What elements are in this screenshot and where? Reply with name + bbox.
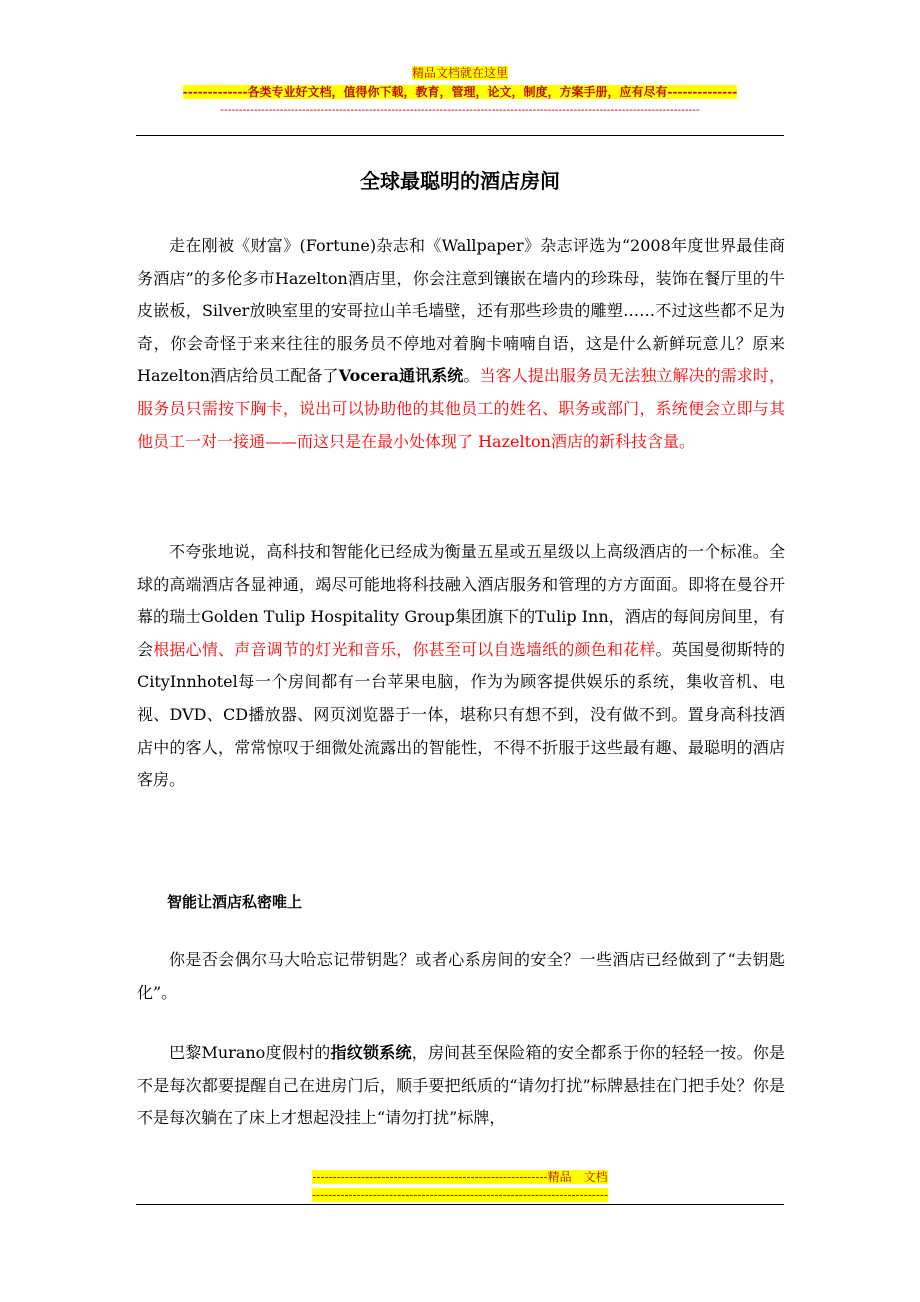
header-banner-tagline-text: -------------各类专业好文档，值得你下载，教育，管理，论文，制度，方案手册，应有尽有-------------- (182, 85, 738, 99)
header-banner-tagline (0, 85, 920, 100)
paragraph-1-text (137, 230, 785, 458)
paragraph-3 (137, 944, 785, 1009)
header-banner-title-text: 精品文档就在这里 (411, 66, 508, 80)
header-dash-line: --------------------------------------------------------------------------------------------------------------------------------- (220, 103, 700, 116)
paragraph-1-bold-vocera: Vocera通讯系统 (338, 366, 464, 386)
paragraph-4-part-c: ，房间甚至保险箱的安全都系于你的轻轻一按。你是不是每次都要提醒自己在进房门后，顺手要把纸质的“请勿打扰”标牌悬挂在门把手处？你是不是每次躺在了床上才想起没挂上“请勿打扰”标牌， (137, 1043, 785, 1128)
paragraph-4 (137, 1037, 785, 1135)
paragraph-1-part-c: 。 (463, 366, 480, 386)
header-rule (136, 135, 784, 136)
paragraph-2 (137, 536, 785, 797)
paragraph-1 (137, 230, 785, 458)
section-heading-container (137, 886, 785, 919)
paragraph-3-text (137, 944, 785, 1009)
footer-banner-line1 (0, 1170, 920, 1185)
paragraph-1-part-a: 走在刚被《财富》(Fortune)杂志和《Wallpaper》杂志评选为“2008年度世界最佳商务酒店”的多伦多市Hazelton酒店里，你会注意到镶嵌在墙内的珍珠母，装饰在餐厅里的牛皮嵌板，Silver放映室里的安哥拉山羊毛墙壁，还有那些珍贵的雕塑……不过这些都不足为奇，你会奇怪于来来往往的服务员不停地对着胸卡喃喃自语，这是什么新鲜玩意儿？原来Hazelton酒店给员工配备了 (137, 236, 785, 386)
paragraph-4-part-a: 巴黎Murano度假村的 (169, 1043, 331, 1062)
header-banner-title (0, 66, 920, 81)
paragraph-2-text (137, 536, 785, 797)
paragraph-2-red-text: 根据心情、声音调节的灯光和音乐，你甚至可以自选墙纸的颜色和花样 (153, 639, 656, 659)
section-heading: 智能让酒店私密唯上 (167, 893, 303, 911)
paragraph-4-text (137, 1037, 785, 1135)
document-title: 全球最聪明的酒店房间 (360, 169, 560, 193)
paragraph-1-red-text: 当客人提出服务员无法独立解决的需求时，服务员只需按下胸卡，说出可以协助他的其他员工的姓名、职务或部门，系统便会立即与其他员工一对一接通——而这只是在最小处体现了 Hazelton酒店的新科技含量。 (137, 366, 785, 451)
footer-banner-line2 (0, 1188, 920, 1203)
paragraph-2-part-c: 。英国曼彻斯特的CityInnhotel每一个房间都有一台苹果电脑，作为为顾客提供娱乐的系统，集收音机、电视、DVD、CD播放器、网页浏览器于一体，堪称只有想不到，没有做不到。置身高科技酒店中的客人，常常惊叹于细微处流露出的智能性，不得不折服于这些最有趣、最聪明的酒店客房。 (137, 639, 785, 790)
paragraph-4-bold-fingerprint: 指纹锁系统 (330, 1043, 412, 1062)
paragraph-2-part-a: 不夸张地说，高科技和智能化已经成为衡量五星或五星级以上高级酒店的一个标准。全球的高端酒店各显神通，竭尽可能地将科技融入酒店服务和管理的方方面面。即将在曼谷开幕的瑞士Golden Tulip Hospitality Group集团旗下的Tulip Inn，酒店的每间房间里，有会 (137, 542, 785, 659)
footer-rule (136, 1204, 784, 1205)
paragraph-3-part-a: 你是否会偶尔马大哈忘记带钥匙？或者心系房间的安全？一些酒店已经做到了“去钥匙化”。 (137, 950, 785, 1002)
footer-banner-line1-text: ----------------------------------------------------------精品 文档 (312, 1170, 608, 1184)
footer-banner-line2-text: ------------------------------------------------------------------------- (312, 1188, 608, 1202)
